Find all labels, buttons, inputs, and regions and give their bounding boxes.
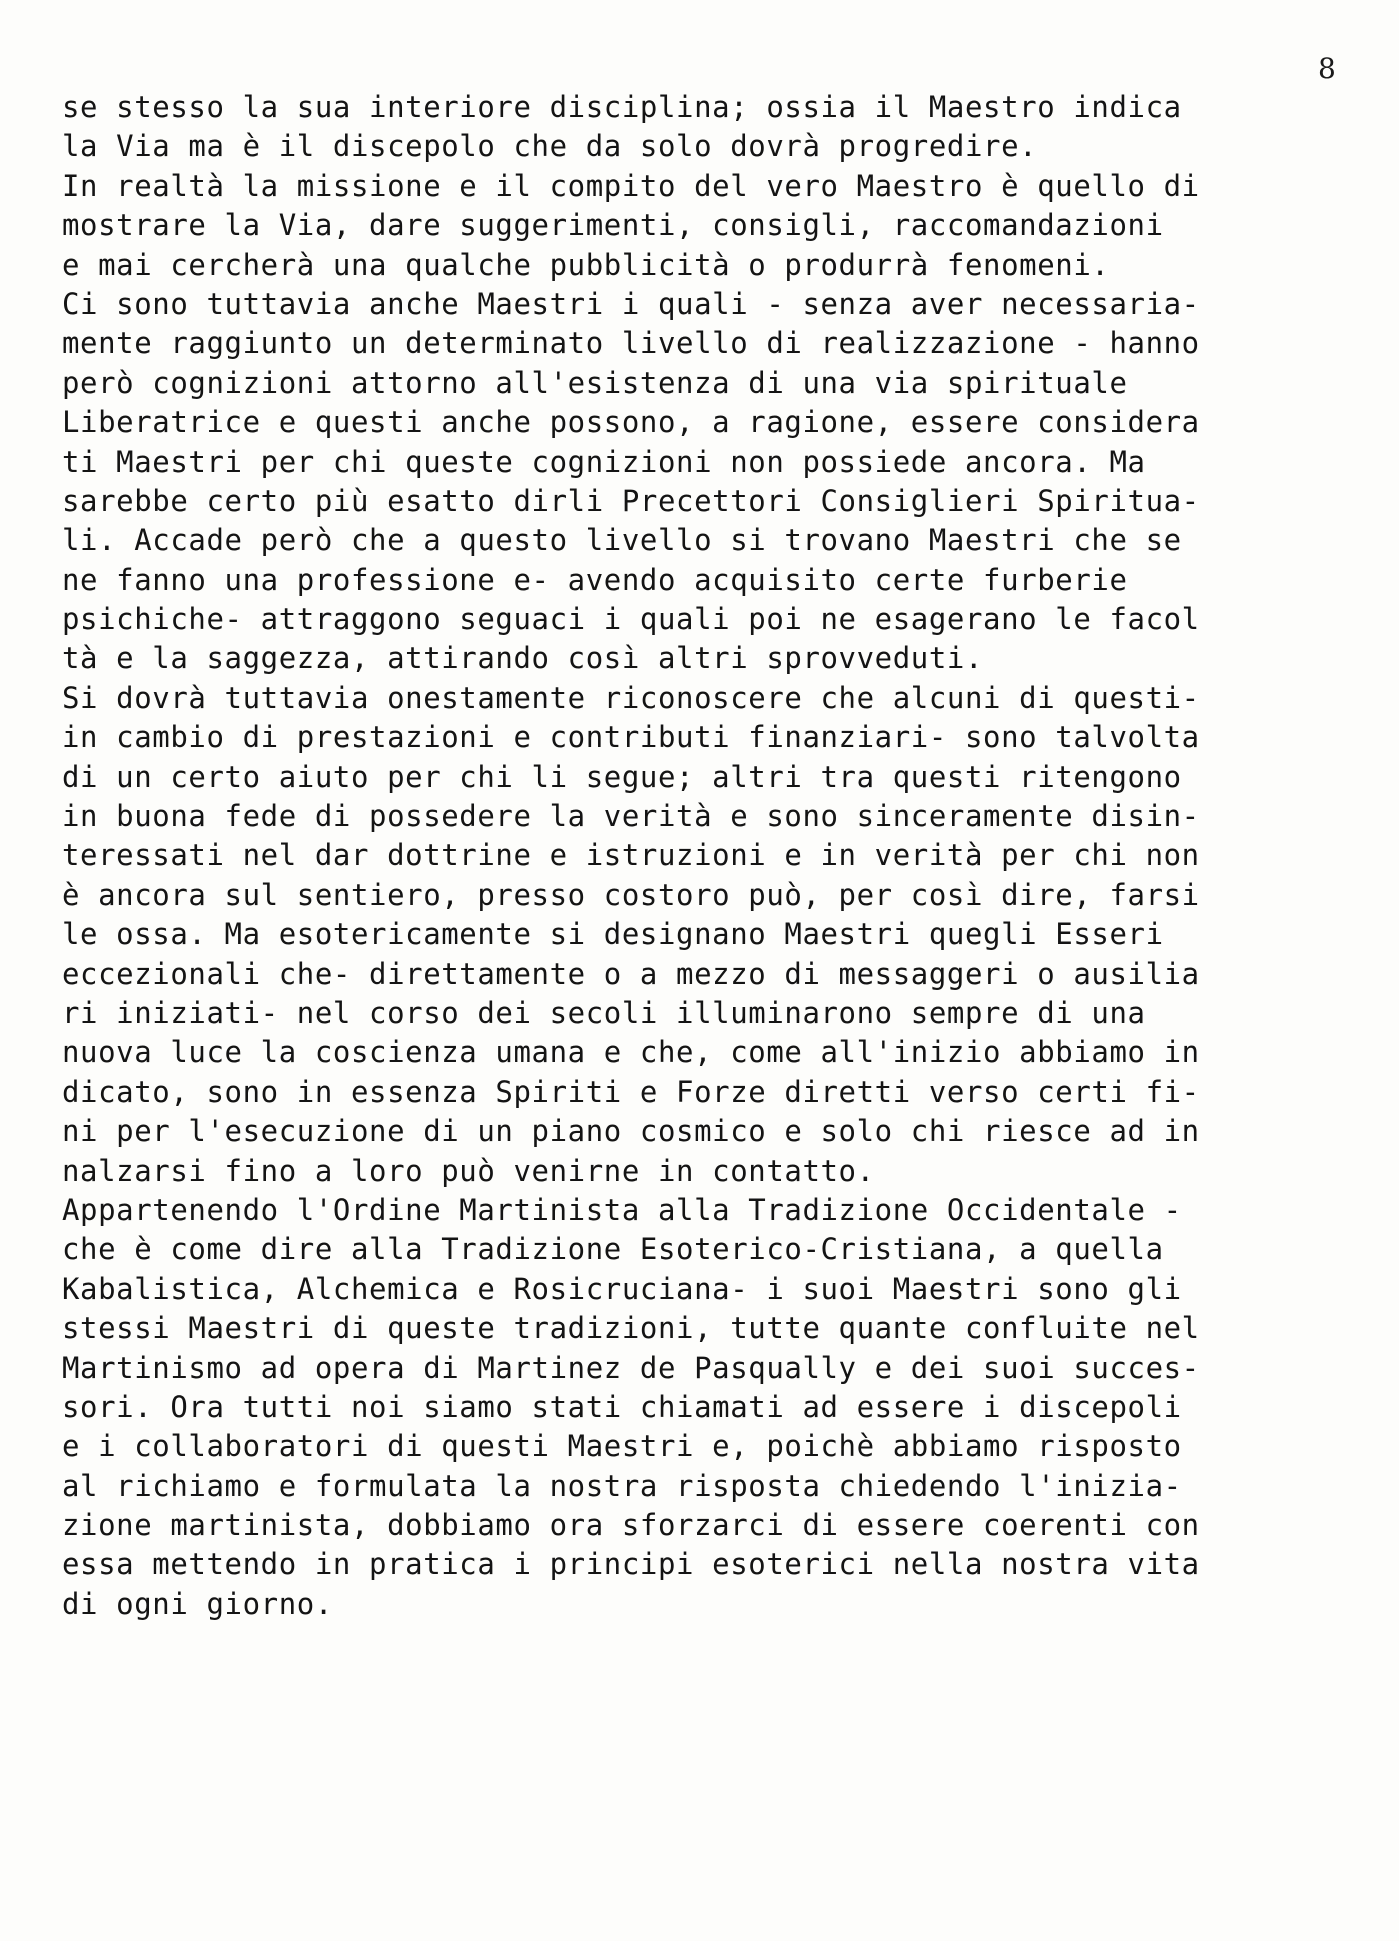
text-line: che è come dire alla Tradizione Esoterico-Cristiana, a quella <box>62 1232 1164 1267</box>
text-line: ne fanno una professione e- avendo acquisito certe furberie <box>62 562 1128 597</box>
text-line: ri iniziati- nel corso dei secoli illuminarono sempre di una <box>62 995 1146 1030</box>
body-text <box>62 88 1362 1624</box>
text-line: di un certo aiuto per chi li segue; altri tra questi ritengono <box>62 759 1182 794</box>
text-line: teressati nel dar dottrine e istruzioni e in verità per chi non <box>62 838 1200 873</box>
text-line: ni per l'esecuzione di un piano cosmico e solo chi riesce ad in <box>62 1114 1200 1149</box>
text-line: nalzarsi fino a loro può venirne in contatto. <box>62 1153 875 1188</box>
text-line: psichiche- attraggono seguaci i quali poi ne esagerano le facol <box>62 602 1200 637</box>
text-line: Ci sono tuttavia anche Maestri i quali - senza aver necessaria- <box>62 286 1200 321</box>
text-line: è ancora sul sentiero, presso costoro può, per così dire, farsi <box>62 877 1200 912</box>
text-line: essa mettendo in pratica i principi esoterici nella nostra vita <box>62 1547 1200 1582</box>
text-line: la Via ma è il discepolo che da solo dovrà progredire. <box>62 129 1038 164</box>
text-line: In realtà la missione e il compito del vero Maestro è quello di <box>62 168 1200 203</box>
text-line: ti Maestri per chi queste cognizioni non possiede ancora. Ma <box>62 444 1146 479</box>
text-line: zione martinista, dobbiamo ora sforzarci di essere coerenti con <box>62 1508 1200 1543</box>
text-line: Appartenendo l'Ordine Martinista alla Tradizione Occidentale - <box>62 1192 1182 1227</box>
text-line: Liberatrice e questi anche possono, a ragione, essere considera <box>62 405 1200 440</box>
text-line: le ossa. Ma esotericamente si designano Maestri quegli Esseri <box>62 917 1164 952</box>
text-line: di ogni giorno. <box>62 1586 333 1621</box>
text-line: nuova luce la coscienza umana e che, come all'inizio abbiamo in <box>62 1035 1200 1070</box>
text-line: e mai cercherà una qualche pubblicità o produrrà fenomeni. <box>62 247 1110 282</box>
text-line: Kabalistica, Alchemica e Rosicruciana- i suoi Maestri sono gli <box>62 1271 1182 1306</box>
text-line: sarebbe certo più esatto dirli Precettori Consiglieri Spiritua- <box>62 483 1200 518</box>
text-line: tà e la saggezza, attirando così altri sprovveduti. <box>62 641 984 676</box>
text-line: Si dovrà tuttavia onestamente riconoscere che alcuni di questi- <box>62 680 1200 715</box>
text-line: in buona fede di possedere la verità e sono sinceramente disin- <box>62 799 1200 834</box>
page-number: 8 <box>1318 52 1336 85</box>
text-line: eccezionali che- direttamente o a mezzo di messaggeri o ausilia <box>62 956 1200 991</box>
text-line: in cambio di prestazioni e contributi finanziari- sono talvolta <box>62 720 1200 755</box>
text-line: al richiamo e formulata la nostra risposta chiedendo l'inizia- <box>62 1468 1182 1503</box>
text-line: mostrare la Via, dare suggerimenti, consigli, raccomandazioni <box>62 208 1164 243</box>
text-line: li. Accade però che a questo livello si trovano Maestri che se <box>62 523 1182 558</box>
text-line: però cognizioni attorno all'esistenza di una via spirituale <box>62 365 1128 400</box>
text-line: Martinismo ad opera di Martinez de Pasqually e dei suoi succes- <box>62 1350 1200 1385</box>
text-line: e i collaboratori di questi Maestri e, poichè abbiamo risposto <box>62 1429 1182 1464</box>
text-line: se stesso la sua interiore disciplina; ossia il Maestro indica <box>62 90 1182 124</box>
text-line: stessi Maestri di queste tradizioni, tutte quante confluite nel <box>62 1311 1200 1346</box>
text-line: sori. Ora tutti noi siamo stati chiamati ad essere i discepoli <box>62 1389 1182 1424</box>
text-line: dicato, sono in essenza Spiriti e Forze diretti verso certi fi- <box>62 1074 1200 1109</box>
text-line: mente raggiunto un determinato livello di realizzazione - hanno <box>62 326 1200 361</box>
